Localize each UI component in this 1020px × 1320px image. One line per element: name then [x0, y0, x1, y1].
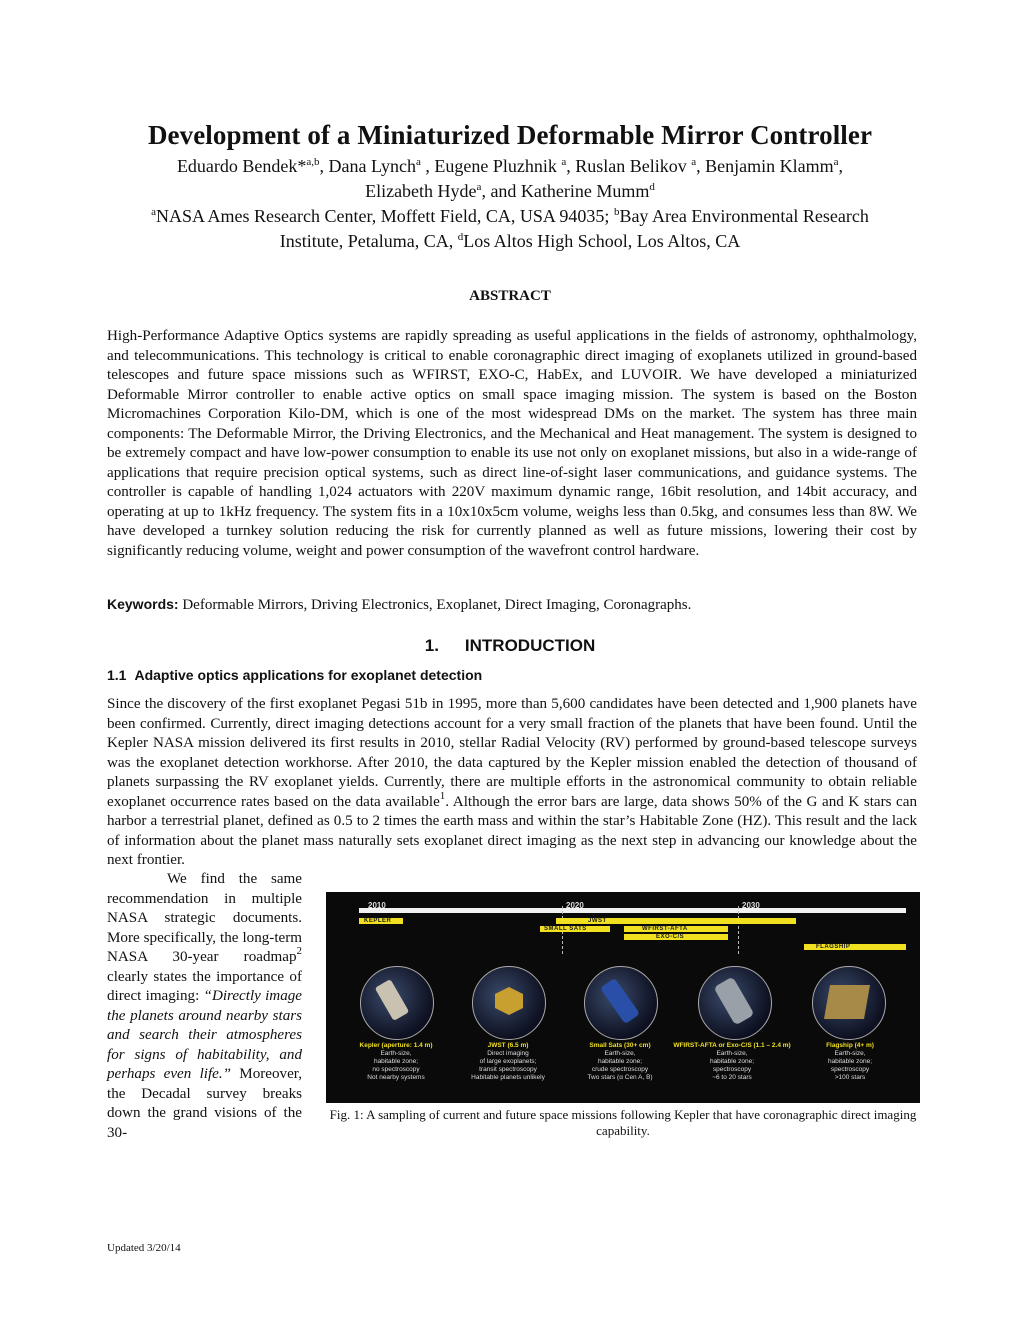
- mission-name: Small Sats (30+ cm): [589, 1042, 651, 1049]
- paper-title: Development of a Miniaturized Deformable Mirror Controller: [147, 120, 873, 150]
- bar-label-small-sats: SMALL SATS: [544, 926, 587, 932]
- mission-name: JWST (6.5 m): [487, 1042, 529, 1049]
- keywords: [107, 596, 917, 614]
- jwst-image: [472, 966, 546, 1040]
- bar-label-jwst: JWST: [588, 918, 607, 924]
- mission-desc: Earth-size, habitable zone; spectroscopy ~6 to 20 stars: [709, 1050, 755, 1081]
- bar-label-wfirst: WFIRST-AFTA: [642, 926, 688, 932]
- year-label: 2030: [742, 901, 760, 910]
- mission-label-small-sats: [570, 1042, 670, 1082]
- mission-label-jwst: [458, 1042, 558, 1082]
- wfirst-image: [698, 966, 772, 1040]
- kepler-image: [360, 966, 434, 1040]
- mission-desc: Earth-size, habitable zone; spectroscopy >100 stars: [827, 1050, 873, 1081]
- intro-paragraph-2: [107, 870, 302, 1143]
- keywords-label: Keywords:: [107, 596, 179, 612]
- timeline-bar: [359, 908, 906, 913]
- bar-label-kepler: KEPLER: [364, 918, 392, 924]
- subsection-heading: [107, 667, 490, 683]
- section-heading: [0, 636, 1020, 656]
- author-affiliations: Eduardo Bendek*$^{a,b}$, Dana Lynch$^a$ , Eugene Pluzhnik $^a$, Ruslan Belikov $^a$, Benjamin Klamm$^a$, Elizabeth Hyde$^a$, and Katherine Mumm$^d$ $^a$NASA Ames Research Center, Moffett Field, CA, USA 94035; $^b$Bay Area Environmental Research Institute, Petaluma, CA, $^d$Los Altos High School, Los Altos, CA: [151, 156, 869, 251]
- bar-label-exo-cs: EXO-C/S: [656, 934, 685, 940]
- mission-label-wfirst: [672, 1042, 792, 1082]
- abstract-text: High-Performance Adaptive Optics systems are rapidly spreading as useful applications in the fields of astronomy, ophthalmology, and telecommunications. This technology is critical to enable coronagraphic direct imaging of exoplanets utilized in ground-based telescopes and future space missions such as WFIRST, EXO-C, HabEx, and LUVOIR. We have developed a miniaturized Deformable Mirror controller to enable active optics on small space imaging mission. The system is based on the Boston Micromachines Corporation Kilo-DM, which is one of the most widespread DMs on the market. The system has three main components: The Deformable Mirror, the Driving Electronics, and the Mechanical and Heat management. The system is designed to be extremely compact and have low-power consumption to enable its use not only on exoplanet missions, but also in a wide-range of applications that require precision optical systems, such as direct line-of-sight laser communications, and guidance systems. The controller is capable of handling 1,024 actuators with 220V maximum dynamic range, 16bit resolution, and 14bit accuracy, and operating at up to 1kHz frequency. The system fits in a 10x10x5cm volume, weighs less than 0.5kg, and consumes less than 8W. We have developed a turnkey solution reducing the risk for currently planned as well as future missions, lowering their cost by significantly reducing volume, weight and power consumption of the wavefront control hardware.: [107, 328, 917, 559]
- mission-desc: Direct imaging of large exoplanets; transit spectroscopy Habitable planets unlikely: [471, 1050, 545, 1081]
- intro-paragraph-1: Since the discovery of the first exoplanet Pegasi 51b in 1995, more than 5,600 candidates have been detected and 1,900 planets have been confirmed. Currently, direct imaging detections account for a very small fraction of the planets that have been found. Until the Kepler NASA mission delivered its first results in 2010, stellar Radial Velocity (RV) performed by ground-based telescope surveys was the exoplanet detection workhorse. After 2010, the data captured by the Kepler mission enabled the detection of thousand of planets surpassing the RV exoplanet yields. Currently, there are multiple efforts in the astronomical community to obtain reliable exoplanet occurrence rates based on the data available$^1$. Although the error bars are large, data shows 50% of the G and K stars can harbor a terrestrial planet, defined as 0.5 to 2 times the earth mass and within the star’s Habitable Zone (HZ). This result and the lack of information about the planet mass naturally sets exoplanet direct imaging as the next step in advancing our knowledge about the next frontier.: [107, 696, 918, 868]
- abstract-heading: ABSTRACT: [469, 288, 551, 304]
- footer-updated: Updated 3/20/14: [107, 1242, 181, 1254]
- mission-name: Flagship (4+ m): [826, 1042, 874, 1049]
- section-number: 1.: [424, 636, 439, 655]
- year-label: 2010: [368, 901, 386, 910]
- subsection-title: Adaptive optics applications for exoplanet detection: [134, 667, 483, 683]
- section-title: INTRODUCTION: [464, 636, 596, 655]
- mission-name: Kepler (aperture: 1.4 m): [359, 1042, 433, 1049]
- intro-paragraph-2-text: We find the same recommendation in multiple NASA strategic documents. More specifically, the long-term NASA 30-year roadmap$^2$ clearly states the importance of direct imaging: “Directly image the planets around nearby stars and search their atmospheres for signs of habitability, and perhaps even life.” Moreover, the Decadal survey breaks down the grand visions of the 30-: [107, 871, 302, 1141]
- figure-caption: Fig. 1: A sampling of current and future space missions following Kepler that have coronagraphic direct imaging capability.: [329, 1107, 917, 1138]
- year-divider: [738, 906, 739, 954]
- small-sat-image: [584, 966, 658, 1040]
- year-label: 2020: [566, 901, 584, 910]
- mission-desc: Earth-size, habitable zone; no spectroscopy Not nearby systems: [367, 1050, 425, 1081]
- figure-mission-timeline: [326, 892, 920, 1103]
- mission-name: WFIRST-AFTA or Exo-C/S (1.1 – 2.4 m): [673, 1042, 791, 1049]
- bar-label-flagship: FLAGSHIP: [816, 944, 851, 950]
- subsection-number: 1.1: [107, 667, 127, 683]
- mission-desc: Earth-size, habitable zone; crude spectroscopy Two stars (α Cen A, B): [587, 1050, 653, 1081]
- keywords-text: Deformable Mirrors, Driving Electronics, Exoplanet, Direct Imaging, Coronagraphs.: [182, 597, 692, 613]
- mission-label-flagship: [800, 1042, 900, 1082]
- mission-label-kepler: [346, 1042, 446, 1082]
- flagship-image: [812, 966, 886, 1040]
